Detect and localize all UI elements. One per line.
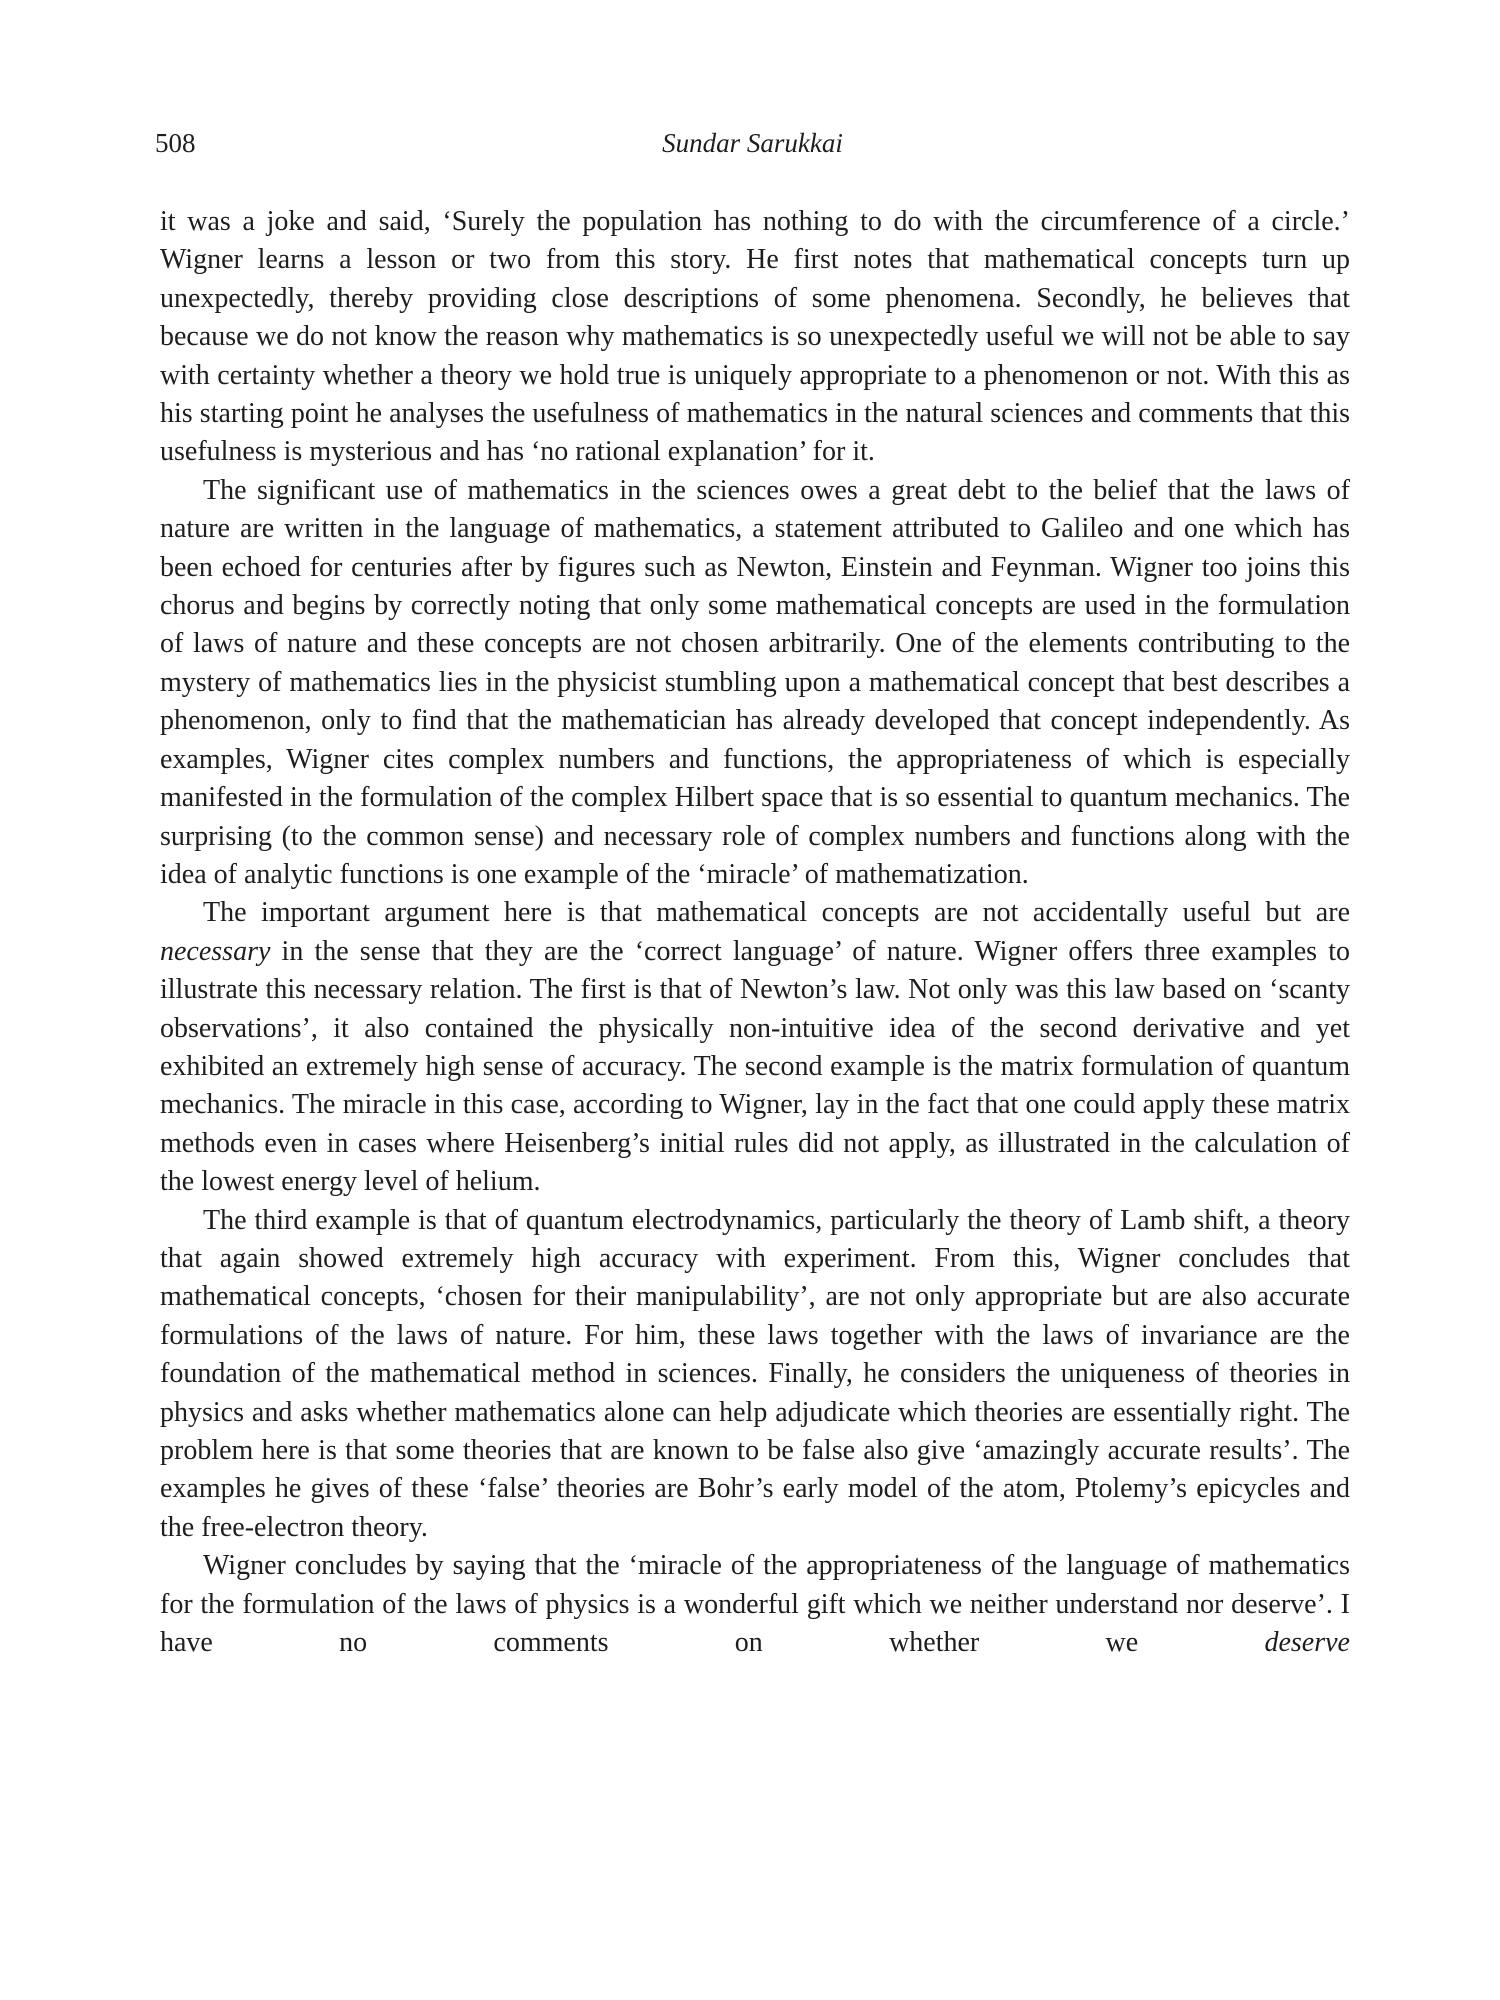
emphasis-necessary: necessary	[160, 935, 271, 967]
paragraph-3-text-a: The important argument here is that mathematical concepts are not accidentally useful but are	[203, 897, 1350, 929]
emphasis-deserve: deserve	[1264, 1627, 1350, 1659]
running-head	[155, 125, 1350, 165]
running-title: Sundar Sarukkai	[662, 128, 843, 158]
paragraph-2: The significant use of mathematics in the sciences owes a great debt to the belief that the laws of nature are written in the language of mathematics, a statement attributed to Galileo and one which has been echoed for centuries after by figures such as Newton, Einstein and Feynman. Wigner too joins this chorus and begins by correctly noting that only some mathematical concepts are used in the formulation of laws of nature and these concepts are not chosen arbitrarily. One of the elements contributing to the mystery of mathematics lies in the physicist stumbling upon a mathematical concept that best describes a phenomenon, only to find that the mathematician has already developed that concept independently. As examples, Wigner cites complex numbers and functions, the appropriateness of which is especially manifested in the formulation of the complex Hilbert space that is so essential to quantum mechanics. The surprising (to the common sense) and necessary role of complex numbers and functions along with the idea of analytic functions is one example of the ‘miracle’ of mathematization.	[160, 474, 1350, 890]
body-text	[160, 203, 1350, 1662]
paragraph-1: it was a joke and said, ‘Surely the population has nothing to do with the circumference of a circle.’ Wigner learns a lesson or two from this story. He first notes that mathematical concepts turn up unexpectedly, thereby providing close descriptions of some phenomena. Secondly, he believes that because we do not know the reason why mathematics is so unexpectedly useful we will not be able to say with certainty whether a theory we hold true is uniquely appropriate to a phenomenon or not. With this as his starting point he analyses the usefulness of mathematics in the natural sciences and comments that this usefulness is mysterious and has ‘no rational explanation’ for it.	[160, 206, 1350, 468]
paragraph-5	[160, 1547, 1350, 1662]
paragraph-5-text: Wigner concludes by saying that the ‘miracle of the appropriateness of the language of mathematics for the formulation of the laws of physics is a wonderful gift which we neither understand nor deserve’. I have no comments on whether we	[160, 1550, 1350, 1659]
page-number: 508	[155, 128, 196, 158]
paragraph-3-text-b: in the sense that they are the ‘correct language’ of nature. Wigner offers three examples to illustrate this necessary relation. The first is that of Newton’s law. Not only was this law based on ‘scanty observations’, it also contained the physically non-intuitive idea of the second derivative and yet exhibited an extremely high sense of accuracy. The second example is the matrix formulation of quantum mechanics. The miracle in this case, according to Wigner, lay in the fact that one could apply these matrix methods even in cases where Heisenberg’s initial rules did not apply, as illustrated in the calculation of the lowest energy level of helium.	[160, 935, 1350, 1198]
paragraph-3	[160, 894, 1350, 1201]
paragraph-4: The third example is that of quantum electrodynamics, particularly the theory of Lamb shift, a theory that again showed extremely high accuracy with experiment. From this, Wigner concludes that mathematical concepts, ‘chosen for their manipulability’, are not only appropriate but are also accurate formulations of the laws of nature. For him, these laws together with the laws of invariance are the foundation of the mathematical method in sciences. Finally, he considers the uniqueness of theories in physics and asks whether mathematics alone can help adjudicate which theories are essentially right. The problem here is that some theories that are known to be false also give ‘amazingly accurate results’. The examples he gives of these ‘false’ theories are Bohr’s early model of the atom, Ptolemy’s epicycles and the free-electron theory.	[160, 1204, 1350, 1543]
